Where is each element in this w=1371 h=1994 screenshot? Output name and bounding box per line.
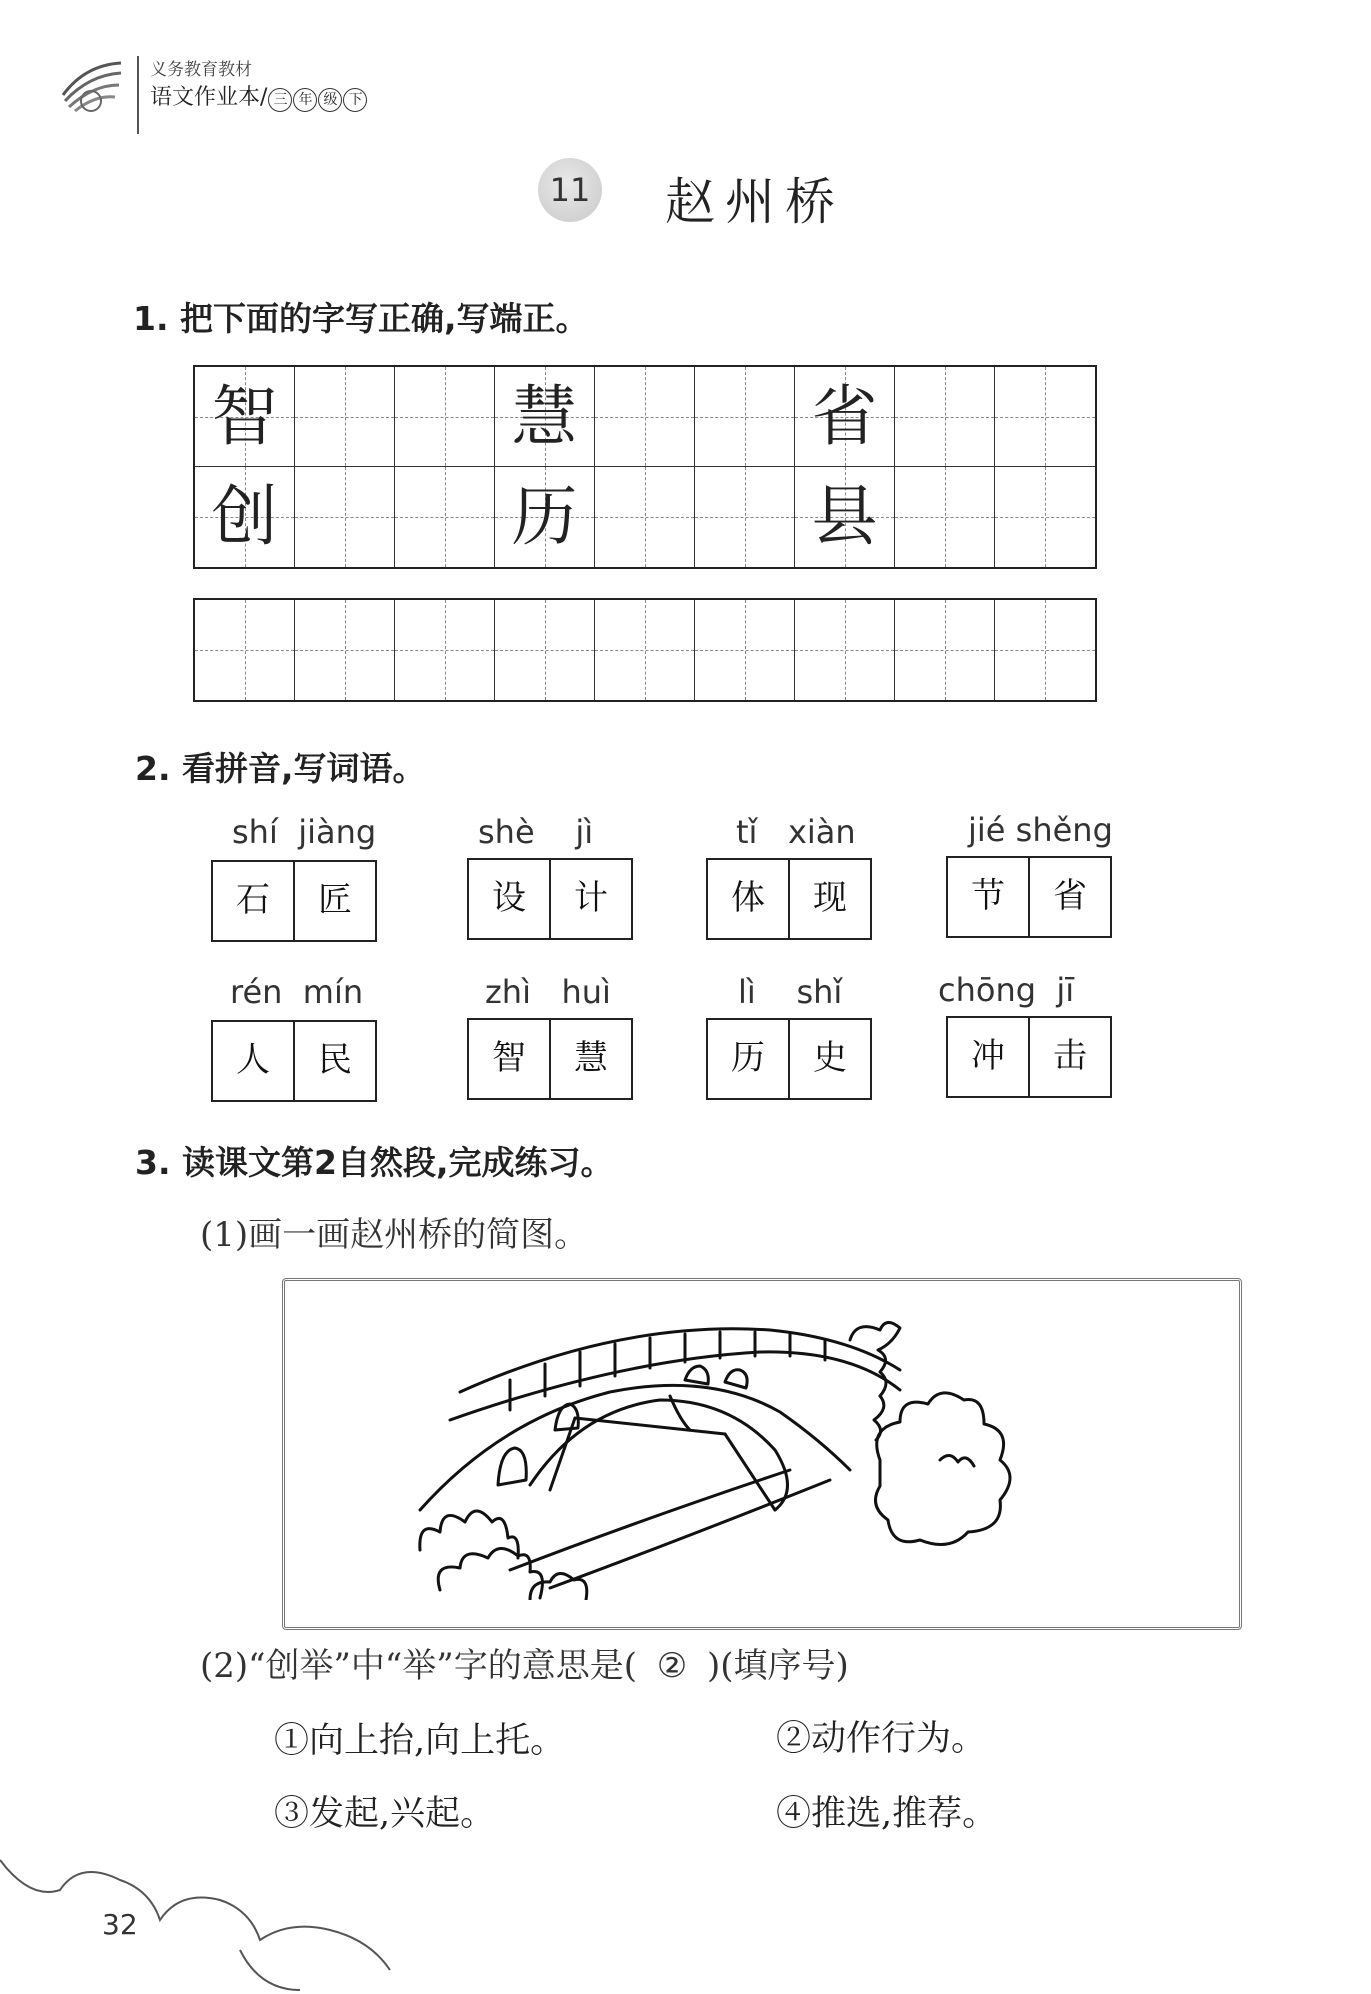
- word-char: 省: [1028, 858, 1110, 936]
- q2-heading: 2. 看拼音,写词语。: [135, 749, 426, 788]
- word-char: 节: [971, 876, 1005, 916]
- word-char: 冲: [971, 1036, 1005, 1076]
- word-char: 现: [788, 860, 870, 938]
- word-char: 计: [549, 860, 631, 938]
- grid-cell[interactable]: [495, 367, 595, 467]
- grid-cell[interactable]: [395, 600, 495, 700]
- word-char: 设: [492, 878, 526, 918]
- grid-cell[interactable]: [595, 367, 695, 467]
- grid-cell[interactable]: [795, 600, 895, 700]
- writing-grid-row: [195, 600, 1095, 700]
- header-book: [150, 80, 367, 112]
- word-char: 匠: [293, 862, 375, 940]
- option-4: ④推选,推荐。: [776, 1794, 998, 1834]
- grid-cell[interactable]: [995, 467, 1095, 567]
- pinyin-label: rén mín: [230, 973, 364, 1011]
- word-box[interactable]: [467, 1018, 633, 1100]
- word-char: 慧: [549, 1020, 631, 1098]
- grade-circle-1: 三: [268, 88, 292, 112]
- page-number: 32: [102, 1908, 138, 1941]
- grade-circle-3: 级: [318, 88, 342, 112]
- grid-cell[interactable]: [695, 600, 795, 700]
- option-2: ②动作行为。: [776, 1719, 987, 1759]
- word-char: 智: [492, 1038, 526, 1078]
- q3-part2-prefix: (2)“创举”中“举”字的意思是(: [200, 1646, 637, 1686]
- grid-cell[interactable]: [195, 600, 295, 700]
- word-char: 历: [731, 1038, 765, 1078]
- grid-cell[interactable]: [895, 367, 995, 467]
- header-divider: [137, 56, 139, 134]
- q3-part1: (1)画一画赵州桥的简图。: [200, 1215, 589, 1255]
- pinyin-label: shè jì: [478, 813, 594, 851]
- word-char: 史: [788, 1020, 870, 1098]
- model-char: 慧: [511, 378, 578, 455]
- grid-cell[interactable]: [595, 600, 695, 700]
- grid-cell[interactable]: [895, 467, 995, 567]
- q1-heading: 1. 把下面的字写正确,写端正。: [133, 299, 589, 338]
- grid-cell[interactable]: [495, 600, 595, 700]
- pinyin-label: shí jiàng: [232, 813, 377, 851]
- grid-cell[interactable]: [695, 467, 795, 567]
- writing-grid-row: [195, 367, 1095, 467]
- lesson-number-badge: 11: [538, 158, 602, 222]
- grid-cell[interactable]: [895, 600, 995, 700]
- grid-cell[interactable]: [395, 467, 495, 567]
- pinyin-label: chōng jī: [938, 971, 1075, 1009]
- lesson-title: 赵州桥: [665, 173, 845, 231]
- grid-cell[interactable]: [995, 367, 1095, 467]
- grid-cell[interactable]: [795, 367, 895, 467]
- grid-cell[interactable]: [295, 467, 395, 567]
- grid-cell[interactable]: [595, 467, 695, 567]
- model-char: 创: [211, 478, 278, 555]
- header-separator: /: [260, 85, 268, 110]
- pinyin-label: zhì huì: [485, 973, 611, 1011]
- q3-part2: [200, 1638, 849, 1687]
- bridge-sketch: [380, 1300, 1140, 1600]
- model-char: 历: [511, 478, 578, 555]
- grid-cell[interactable]: [795, 467, 895, 567]
- grade-circle-2: 年: [293, 88, 317, 112]
- pinyin-label: jié shěng: [968, 811, 1113, 849]
- word-char: 击: [1028, 1018, 1110, 1096]
- word-box[interactable]: [211, 860, 377, 942]
- word-char: 人: [236, 1040, 270, 1080]
- model-char: 县: [811, 478, 878, 555]
- word-char: 石: [236, 880, 270, 920]
- grid-cell[interactable]: [195, 367, 295, 467]
- grid-cell[interactable]: [195, 467, 295, 567]
- grid-cell[interactable]: [995, 600, 1095, 700]
- grid-cell[interactable]: [395, 367, 495, 467]
- grid-cell[interactable]: [295, 367, 395, 467]
- word-box[interactable]: [706, 1018, 872, 1100]
- option-3: ③发起,兴起。: [274, 1794, 496, 1834]
- grid-cell[interactable]: [695, 367, 795, 467]
- writing-grid-1: [193, 365, 1097, 569]
- grid-cell[interactable]: [495, 467, 595, 567]
- grid-cell[interactable]: [295, 600, 395, 700]
- header-series: 义务教育教材: [150, 60, 252, 80]
- grade-circle-4: 下: [343, 88, 367, 112]
- word-box[interactable]: [211, 1020, 377, 1102]
- word-box[interactable]: [467, 858, 633, 940]
- pinyin-label: lì shǐ: [738, 973, 843, 1011]
- word-box[interactable]: [946, 1016, 1112, 1098]
- word-box[interactable]: [706, 858, 872, 940]
- publisher-logo: [55, 55, 127, 125]
- writing-grid-2: [193, 598, 1097, 702]
- cloud-decoration: [0, 1840, 420, 1994]
- pinyin-label: tǐ xiàn: [736, 813, 856, 851]
- word-char: 体: [731, 878, 765, 918]
- word-box[interactable]: [946, 856, 1112, 938]
- model-char: 省: [811, 378, 878, 455]
- writing-grid-row: [195, 467, 1095, 567]
- word-char: 民: [293, 1022, 375, 1100]
- model-char: 智: [211, 378, 278, 455]
- option-1: ①向上抬,向上托。: [274, 1721, 566, 1761]
- q3-heading: 3. 读课文第2自然段,完成练习。: [135, 1143, 614, 1182]
- q3-answer[interactable]: ②: [656, 1646, 688, 1686]
- q3-part2-suffix: )(填序号): [706, 1646, 849, 1686]
- header-book-title: 语文作业本: [150, 85, 261, 110]
